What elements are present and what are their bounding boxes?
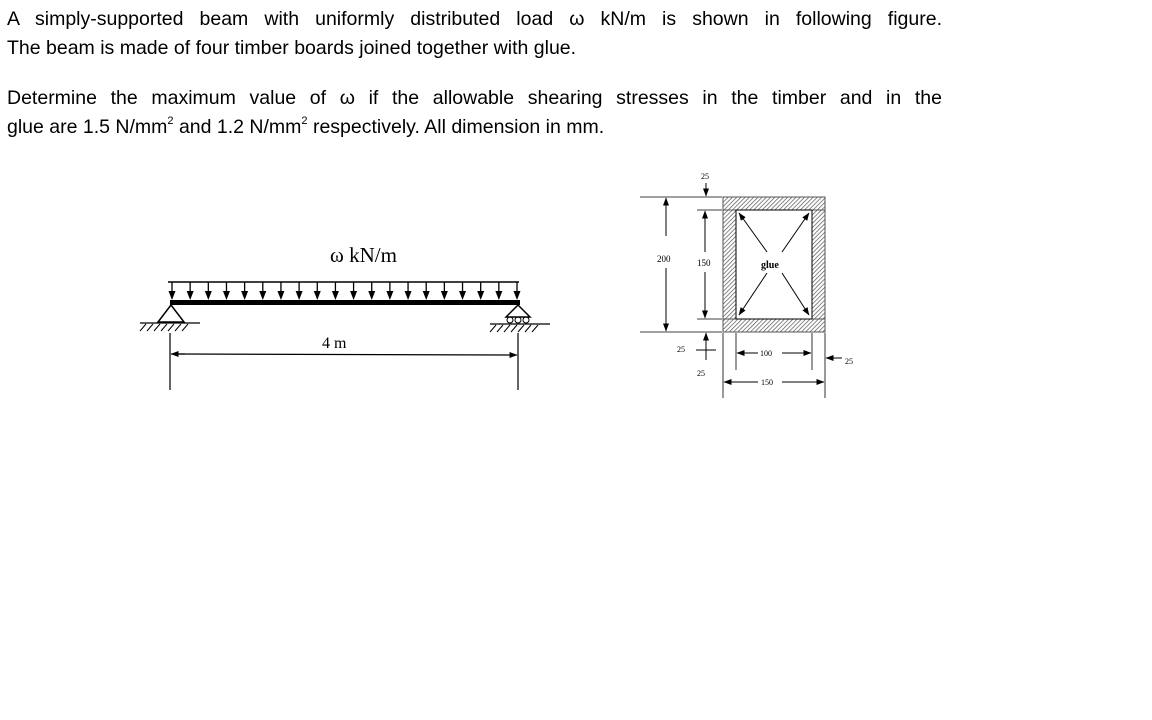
load-arrow-head — [477, 291, 484, 300]
load-arrow-head — [187, 291, 194, 300]
load-arrow-head — [350, 291, 357, 300]
glue-label: glue — [761, 260, 779, 271]
load-arrow-head — [314, 291, 321, 300]
cross-section-diagram — [640, 172, 853, 398]
roller-support-right — [490, 305, 550, 332]
load-arrow-head — [169, 291, 176, 300]
load-arrow-head — [405, 291, 412, 300]
load-arrow-head — [205, 291, 212, 300]
dim-outer-width: 150 — [761, 378, 773, 387]
dim-bottom-side: 25 — [697, 369, 705, 378]
right-board — [812, 210, 825, 319]
load-arrow-head — [514, 291, 521, 300]
dim-wall: 25 — [845, 357, 853, 366]
load-arrow-head — [441, 291, 448, 300]
load-arrow-head — [296, 291, 303, 300]
load-arrow-head — [459, 291, 466, 300]
dim-bottom-flange: 25 — [677, 345, 685, 354]
problem-line-2: The beam is made of four timber boards joined together with glue. — [7, 37, 577, 59]
top-board — [723, 197, 825, 210]
beam-member — [170, 300, 520, 305]
load-arrow-head — [423, 291, 430, 300]
superscript: 2 — [167, 114, 174, 127]
load-arrow-head — [241, 291, 248, 300]
dim-web-clear: 150 — [697, 258, 711, 268]
load-arrow-head — [259, 291, 266, 300]
load-arrow-head — [368, 291, 375, 300]
left-board — [723, 210, 736, 319]
load-arrow-head — [223, 291, 230, 300]
pin-support-left — [140, 305, 200, 331]
span-label: 4 m — [322, 335, 347, 352]
problem-line-3: Determine the maximum value of ω if the allowable shearing stresses in the timber and in the — [7, 87, 942, 109]
problem-line-1: A simply-supported beam with uniformly distributed load ω kN/m is shown in following figure. — [7, 8, 942, 30]
span-dimension-line — [178, 354, 517, 355]
dim-top-flange: 25 — [701, 172, 709, 181]
superscript: 2 — [301, 114, 308, 127]
beam-diagram — [140, 243, 550, 390]
load-label: ω kN/m — [330, 243, 397, 267]
load-arrow-head — [495, 291, 502, 300]
text-fragment: glue are 1.5 N/mm — [7, 116, 168, 138]
text-fragment: and 1.2 N/mm — [173, 116, 302, 138]
text-fragment: respectively. All dimension in mm. — [307, 116, 605, 138]
dim-total-height: 200 — [657, 254, 671, 264]
load-arrow-head — [332, 291, 339, 300]
load-arrow-head — [386, 291, 393, 300]
distributed-load-arrows — [169, 282, 521, 300]
dim-inner-width: 100 — [760, 349, 772, 358]
load-arrow-head — [277, 291, 284, 300]
bottom-board — [723, 319, 825, 332]
